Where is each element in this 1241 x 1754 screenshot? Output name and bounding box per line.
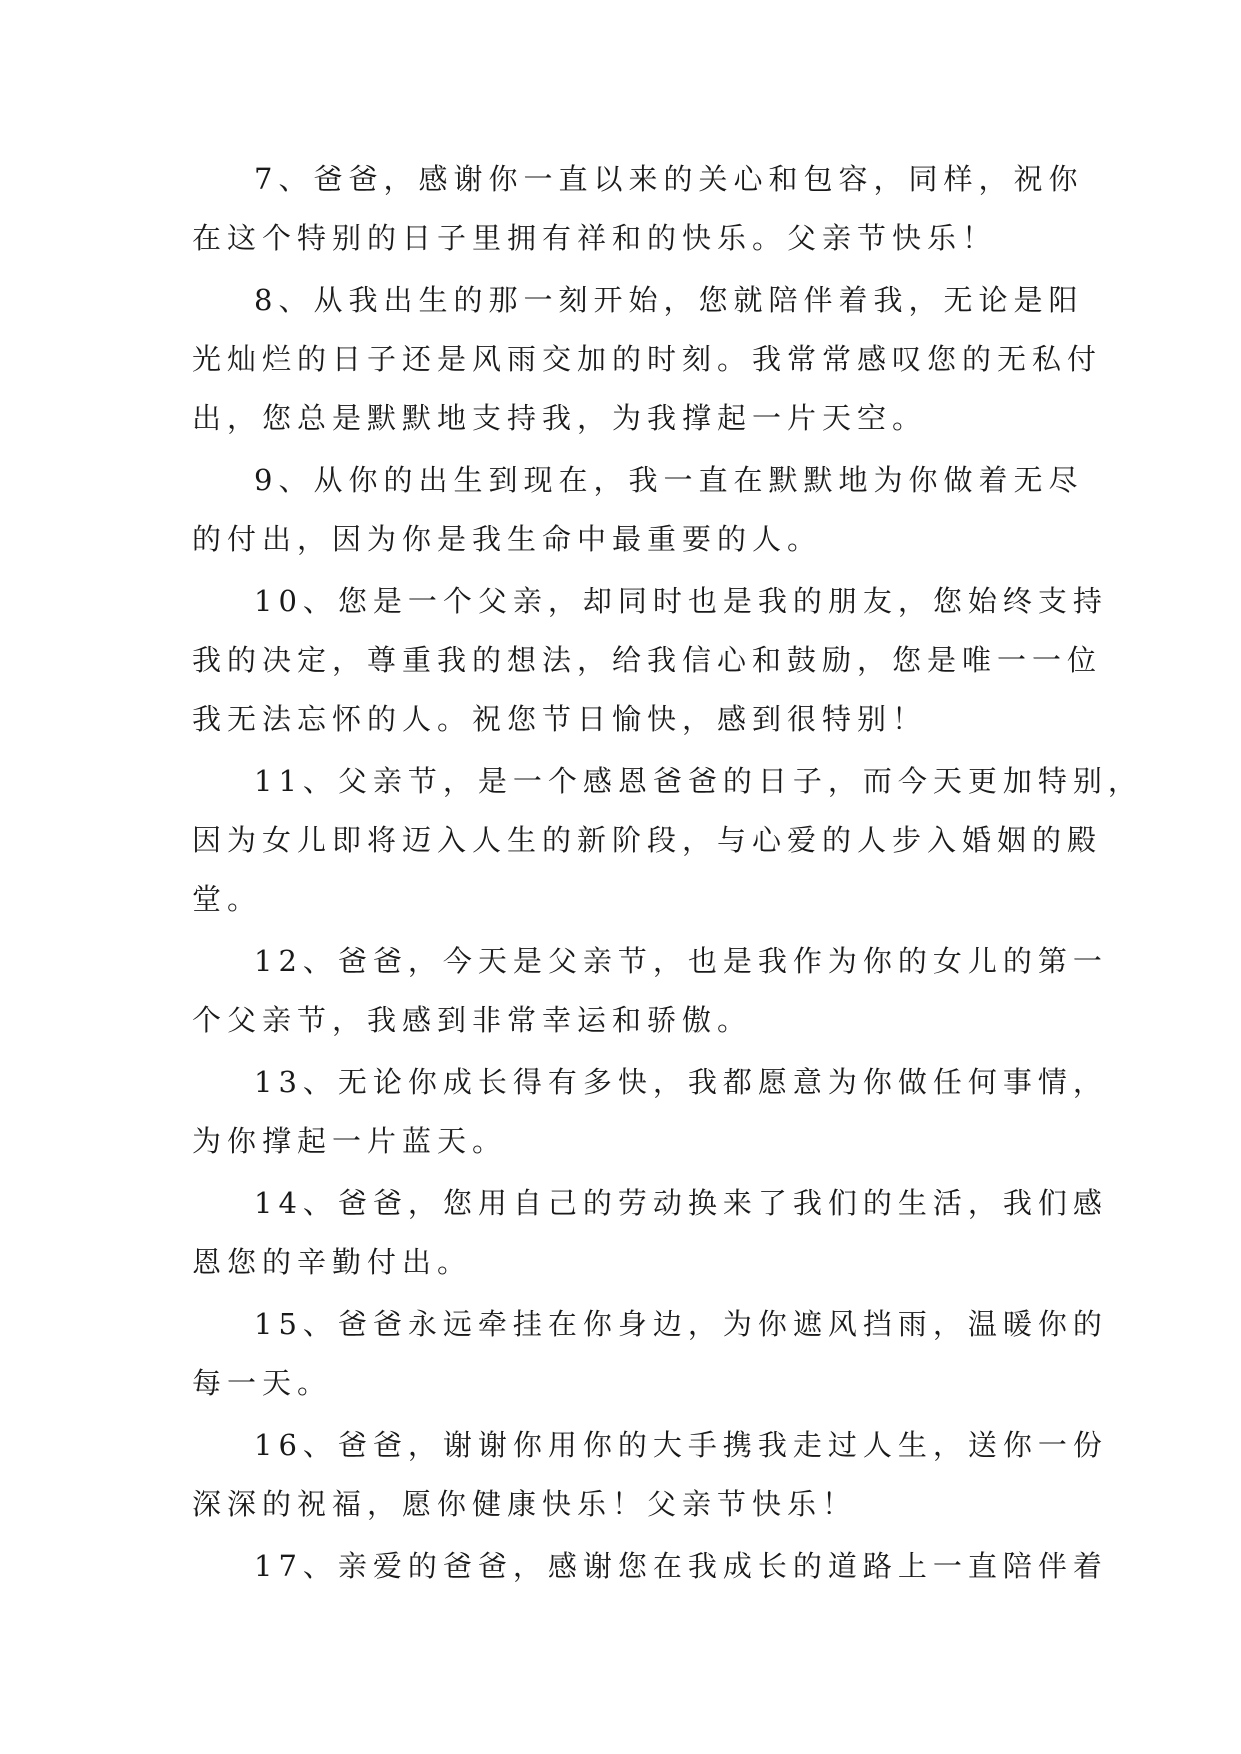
paragraph-12 — [192, 932, 1108, 1050]
paragraph-line: 10、您是一个父亲，却同时也是我的朋友，您始终支持 — [254, 584, 1108, 618]
paragraph-16 — [192, 1416, 1108, 1534]
paragraph-15 — [192, 1295, 1108, 1413]
paragraph-line: 堂。 — [192, 882, 263, 916]
paragraph-line: 16、爸爸，谢谢你用你的大手携我走过人生，送你一份 — [254, 1428, 1108, 1462]
paragraph-line: 深深的祝福，愿你健康快乐！父亲节快乐！ — [192, 1487, 858, 1521]
paragraph-17 — [192, 1537, 1108, 1596]
paragraph-11 — [192, 752, 1143, 929]
paragraph-10 — [192, 572, 1108, 749]
paragraph-13 — [192, 1053, 1108, 1171]
paragraph-line: 7、爸爸，感谢你一直以来的关心和包容，同样，祝你 — [254, 162, 1084, 196]
paragraph-line: 12、爸爸，今天是父亲节，也是我作为你的女儿的第一 — [254, 944, 1108, 978]
paragraph-line: 15、爸爸永远牵挂在你身边，为你遮风挡雨，温暖你的 — [254, 1307, 1108, 1341]
paragraph-line: 的付出，因为你是我生命中最重要的人。 — [192, 522, 823, 556]
paragraph-line: 我的决定，尊重我的想法，给我信心和鼓励，您是唯一一位 — [192, 643, 1103, 677]
paragraph-7 — [192, 150, 1084, 268]
document-body — [192, 150, 1143, 1599]
paragraph-line: 恩您的辛勤付出。 — [192, 1245, 473, 1279]
paragraph-line: 因为女儿即将迈入人生的新阶段，与心爱的人步入婚姻的殿 — [192, 823, 1103, 857]
paragraph-line: 8、从我出生的那一刻开始，您就陪伴着我，无论是阳 — [254, 283, 1084, 317]
paragraph-line: 个父亲节，我感到非常幸运和骄傲。 — [192, 1003, 753, 1037]
paragraph-line: 光灿烂的日子还是风雨交加的时刻。我常常感叹您的无私付 — [192, 342, 1103, 376]
paragraph-line: 在这个特别的日子里拥有祥和的快乐。父亲节快乐！ — [192, 221, 998, 255]
paragraph-8 — [192, 271, 1103, 448]
paragraph-line: 13、无论你成长得有多快，我都愿意为你做任何事情， — [254, 1065, 1108, 1099]
paragraph-line: 每一天。 — [192, 1366, 333, 1400]
paragraph-line: 为你撑起一片蓝天。 — [192, 1124, 508, 1158]
paragraph-line: 14、爸爸，您用自己的劳动换来了我们的生活，我们感 — [254, 1186, 1108, 1220]
paragraph-line: 9、从你的出生到现在，我一直在默默地为你做着无尽 — [254, 463, 1084, 497]
paragraph-line: 我无法忘怀的人。祝您节日愉快，感到很特别！ — [192, 702, 928, 736]
paragraph-line: 17、亲爱的爸爸，感谢您在我成长的道路上一直陪伴着 — [254, 1549, 1108, 1583]
paragraph-line: 11、父亲节，是一个感恩爸爸的日子，而今天更加特别， — [254, 764, 1143, 798]
paragraph-line: 出，您总是默默地支持我，为我撑起一片天空。 — [192, 401, 928, 435]
paragraph-14 — [192, 1174, 1108, 1292]
paragraph-9 — [192, 451, 1084, 569]
